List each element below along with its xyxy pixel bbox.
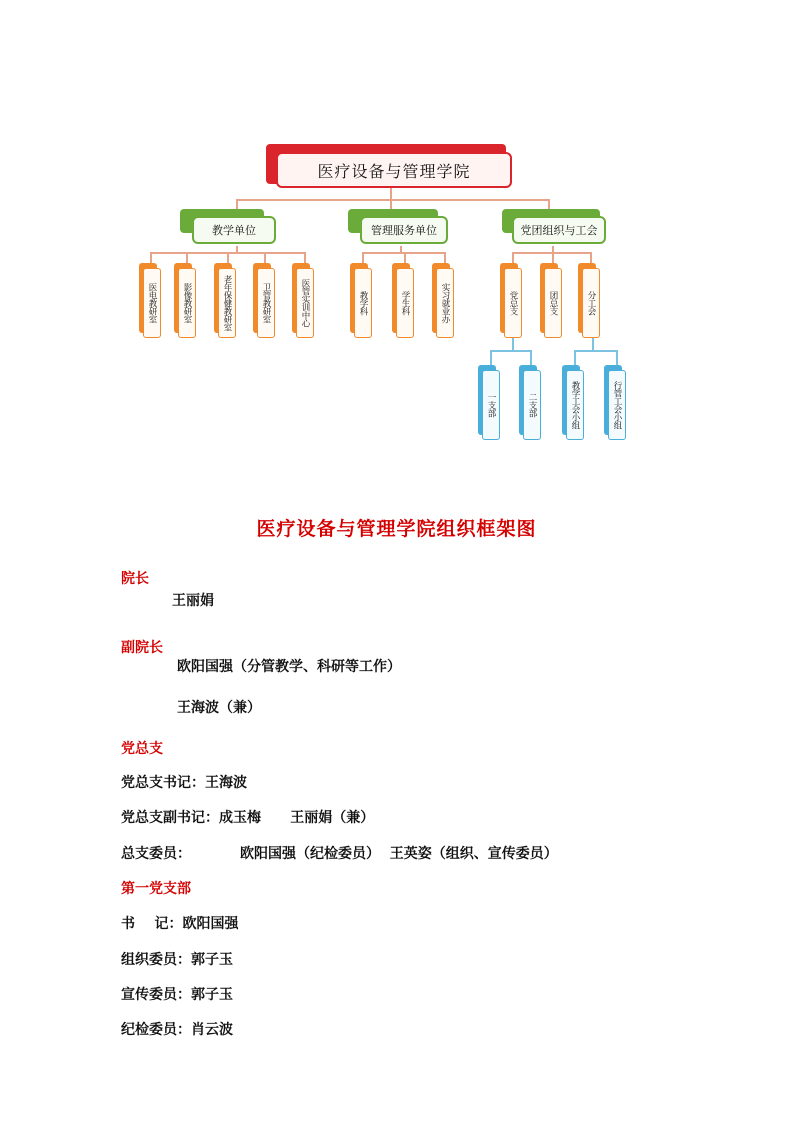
dean-name: 王丽娟 [172,593,214,609]
general-branch-secretary: 党总支书记：王海波 [121,775,247,791]
vice-dean-line-1: 欧阳国强（分管教学、科研等工作） [177,659,401,675]
first-branch-propaganda: 宣传委员：郭子玉 [121,987,233,1003]
first-branch-secretary: 书 记：欧阳国强 [121,916,239,932]
general-branch-members-label: 总支委员： [121,846,191,862]
node-health-management-office: 卫管教研室 [257,268,275,338]
first-branch-organization: 组织委员：郭子玉 [121,952,233,968]
node-first-branch: 一支部 [482,370,500,440]
general-branch-members: 欧阳国强（纪检委员） 王英姿（组织、宣传委员） [240,846,558,862]
group-teaching-units: 教学单位 [192,216,276,244]
general-branch-deputy-secretary: 党总支副书记：成玉梅 王丽娟（兼） [121,810,375,826]
first-branch-discipline: 纪检委员：肖云波 [121,1022,233,1038]
node-branch-union: 分工会 [582,268,600,338]
node-medical-electronics-office: 医电教研室 [143,268,161,338]
vice-dean-line-2: 王海波（兼） [177,700,261,716]
group-party-union: 党团组织与工会 [512,216,606,244]
node-teaching-section: 教学科 [354,268,372,338]
org-root-node: 医疗设备与管理学院 [276,152,512,188]
section-heading-first-branch: 第一党支部 [121,881,191,897]
section-heading-vice-dean: 副院长 [121,640,163,656]
node-student-section: 学生科 [396,268,414,338]
document-title: 医疗设备与管理学院组织框架图 [256,518,537,540]
section-heading-general-branch: 党总支 [121,741,163,757]
node-teaching-union-group: 教学工会小组 [566,370,584,440]
group-management-services: 管理服务单位 [360,216,448,244]
org-chart [0,0,793,460]
section-heading-dean: 院长 [121,571,149,587]
node-party-general-branch: 党总支 [504,268,522,338]
node-youth-league-branch: 团总支 [544,268,562,338]
node-admin-union-group: 行管工会小组 [608,370,626,440]
node-medical-training-center: 医管实训中心 [296,268,314,338]
node-elderly-care-office: 老年保健教研室 [218,268,236,338]
node-second-branch: 二支部 [523,370,541,440]
node-internship-office: 实习就业办 [436,268,454,338]
node-imaging-office: 影像教研室 [178,268,196,338]
